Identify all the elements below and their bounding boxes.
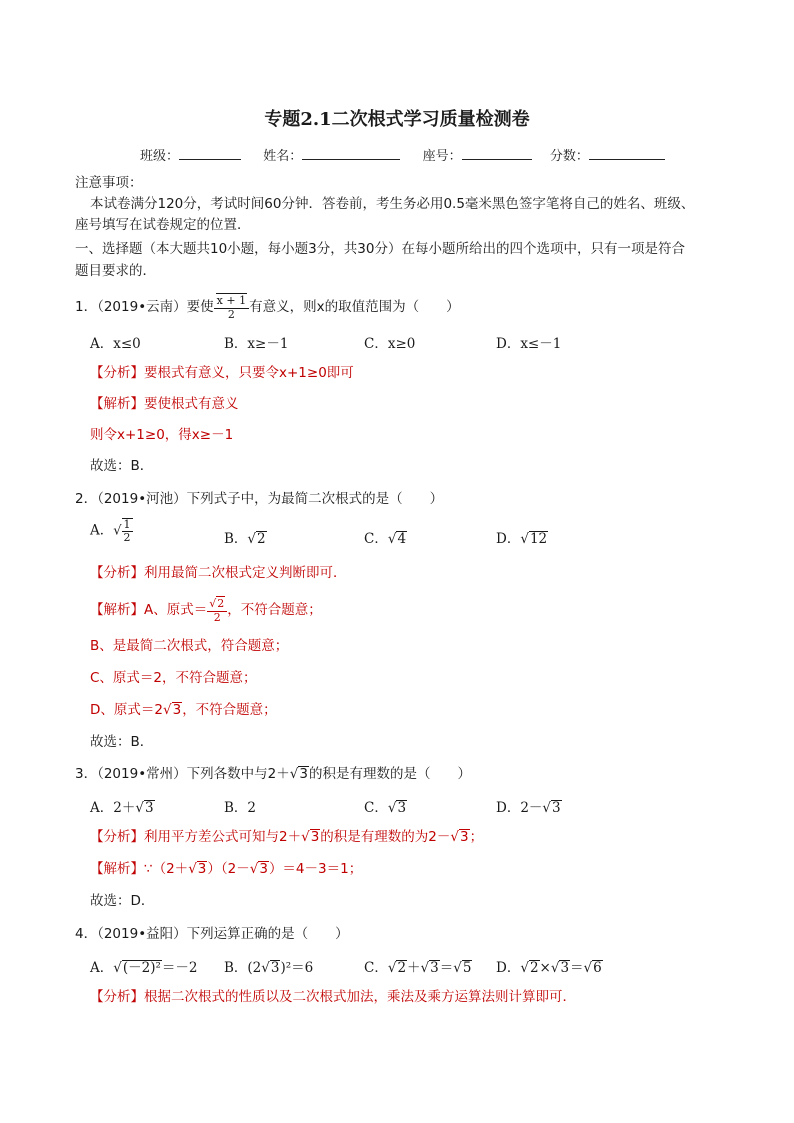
- q2-option-a-den: 2: [123, 531, 131, 544]
- q1-analysis-text: 要根式有意义，只要令x+1≥0即可: [144, 365, 354, 381]
- q4-option-a-post: ＝－2: [161, 960, 198, 976]
- section-heading-line-2: 题目要求的．: [75, 263, 156, 279]
- q4-option-d-radicand-1: 2: [529, 960, 539, 976]
- q2-option-d-radicand: 12: [529, 531, 548, 547]
- q3-analysis-radicand-2: 3: [460, 829, 469, 845]
- q3-stem-post: 的积是有理数的是（ ）: [308, 766, 471, 782]
- q4-option-b: B．(2√3)²＝6: [224, 960, 314, 976]
- q2-line-b: B、是最简二次根式，符合题意；: [90, 638, 289, 654]
- q2-analysis-text: 利用最简二次根式定义判断即可．: [144, 565, 347, 581]
- q2-line-d-radicand: 3: [172, 702, 182, 718]
- q2-line-d-pre: D、原式＝2: [90, 702, 163, 718]
- q2-stem: 2．（2019•河池）下列式子中，为最简二次根式的是（ ）: [75, 491, 444, 507]
- q4-option-d-equals: ＝: [570, 960, 584, 976]
- q1-option-b: B．x≥－1: [224, 336, 289, 352]
- q3-option-b: B．2: [224, 800, 257, 816]
- q3-analysis-post: ；: [469, 829, 484, 845]
- seat-blank[interactable]: [462, 147, 532, 160]
- q2-analysis: [90, 564, 734, 582]
- q3-analysis-radicand: 3: [310, 829, 320, 845]
- q2-option-a-num: 1: [123, 518, 131, 531]
- q2-option-a-label: A．: [90, 522, 114, 539]
- notice-line-1: 本试卷满分120分，考试时间60分钟．答卷前，考生务必用0.5毫米黑色签字笔将自己的姓名、班级、: [90, 196, 695, 212]
- q4-analysis: [90, 988, 734, 1006]
- q2-option-b-radicand: 2: [257, 531, 266, 547]
- q3-stem: 3．（2019•常州）下列各数中与2＋√3的积是有理数的是（ ）: [75, 766, 471, 782]
- notice-line-2: 座号填写在试卷规定的位置．: [75, 217, 251, 233]
- q3-analysis: 【分析】利用平方差公式可知与2＋√3的积是有理数的为2－√3；: [90, 829, 484, 845]
- q4-option-b-radicand: 3: [270, 960, 280, 976]
- q4-option-c: C．√2＋√3＝√5: [364, 960, 472, 976]
- q2-option-a: A．√ $\frac{1}{2}$: [90, 518, 131, 544]
- q2-option-d-label: D．: [496, 531, 521, 547]
- q3-stem-pre: 3．（2019•常州）下列各数中与2＋: [75, 766, 290, 782]
- q1-solution-step: 则令x+1≥0，得x≥－1: [90, 427, 234, 443]
- q3-analysis-mid: 的积是有理数的为2－: [320, 829, 451, 845]
- q2-analysis-tag: 【分析】: [90, 565, 144, 581]
- q1-denominator: 2: [227, 308, 235, 321]
- class-blank[interactable]: [179, 147, 241, 160]
- q1-stem: [75, 293, 734, 321]
- q4-option-d: D．√2×√3＝√6: [496, 960, 602, 976]
- q4-option-c-plus: ＋: [407, 960, 421, 976]
- q2-answer: 故选：B．: [90, 734, 154, 750]
- notice-heading: 注意事项：: [75, 175, 143, 191]
- q2-option-c-label: C．: [364, 531, 388, 547]
- section-heading-line-1: 一、选择题（本大题共10小题，每小题3分，共30分）在每小题所给出的四个选项中，只有一项是符合: [75, 241, 685, 257]
- q2-option-b: B．√2: [224, 531, 266, 547]
- q3-option-d-radicand: 3: [552, 800, 561, 816]
- q3-solution: 【解析】∵（2＋√3）（2－√3）＝4－3＝1；: [90, 861, 363, 877]
- q3-stem-radicand: 3: [299, 766, 308, 782]
- q4-option-d-radicand-2: 3: [560, 960, 570, 976]
- q1-analysis: [90, 364, 734, 382]
- q2-option-c: C．√4: [364, 531, 407, 547]
- q4-analysis-text: 根据二次根式的性质以及二次根式加法，乘法及乘方运算法则计算即可．: [144, 989, 576, 1005]
- q4-option-c-radicand-1: 2: [397, 960, 407, 976]
- q1-solution: [90, 395, 734, 413]
- q1-option-a: A．x≤0: [90, 336, 141, 352]
- q4-stem: 4．（2019•益阳）下列运算正确的是（ ）: [75, 926, 349, 942]
- q2-line-d: D、原式＝2√3，不符合题意；: [90, 702, 277, 718]
- q3-option-a-radicand: 3: [144, 800, 154, 816]
- q1-answer: 故选：B．: [90, 458, 154, 474]
- q4-option-a-label: A．: [90, 960, 114, 976]
- student-info-row: [140, 145, 665, 164]
- q1-option-c: C．x≥0: [364, 336, 416, 352]
- q2-solution-num: 2: [217, 597, 225, 610]
- name-label: 姓名：: [263, 149, 303, 164]
- q2-solution-tag: 【解析】: [90, 602, 144, 618]
- q3-option-a: A．2＋√3: [90, 800, 154, 816]
- q3-option-a-label: A．2＋: [90, 800, 136, 816]
- q3-solution-radicand-1: 3: [197, 861, 207, 877]
- q2-line-c: C、原式＝2，不符合题意；: [90, 670, 257, 686]
- q4-analysis-tag: 【分析】: [90, 989, 144, 1005]
- q2-option-b-label: B．: [224, 531, 248, 547]
- q4-option-c-radicand-3: 5: [462, 960, 472, 976]
- q3-answer: 故选：D．: [90, 893, 155, 909]
- q2-solution-den: 2: [213, 611, 221, 624]
- q4-option-b-post: )²＝6: [280, 960, 314, 976]
- q3-solution-part-a: ∵（2＋: [144, 861, 189, 877]
- q1-stem-post: 有意义，则x的取值范围为（ ）: [249, 299, 460, 315]
- q3-option-d-label: D．2－: [496, 800, 543, 816]
- q4-option-b-label: B．(2: [224, 960, 262, 976]
- q3-solution-part-b: ）（2－: [207, 861, 250, 877]
- q1-fraction: [214, 293, 249, 321]
- q3-analysis-tag: 【分析】: [90, 829, 144, 845]
- q1-option-d: D．x≤－1: [496, 336, 562, 352]
- q3-analysis-pre: 利用平方差公式可知与2＋: [144, 829, 302, 845]
- q3-option-c: C．√3: [364, 800, 407, 816]
- q3-solution-tag: 【解析】: [90, 861, 144, 877]
- q1-solution-tag: 【解析】: [90, 396, 144, 412]
- q3-solution-part-c: ）＝4－3＝1；: [268, 861, 363, 877]
- score-blank[interactable]: [589, 147, 665, 160]
- q1-analysis-tag: 【分析】: [90, 365, 144, 381]
- q2-option-c-radicand: 4: [397, 531, 407, 547]
- score-label: 分数：: [549, 149, 589, 164]
- q4-option-c-equals: ＝: [439, 960, 454, 976]
- q4-option-d-times: ×: [539, 960, 551, 976]
- q3-option-c-radicand: 3: [397, 800, 407, 816]
- q1-solution-text: 要使根式有意义: [144, 396, 239, 412]
- q3-solution-radicand-2: 3: [259, 861, 268, 877]
- page-title: 专题2.1二次根式学习质量检测卷: [264, 109, 530, 130]
- q2-solution-pre: A、原式＝: [144, 602, 208, 618]
- q4-option-d-radicand-3: 6: [593, 960, 602, 976]
- q2-line-d-post: ，不符合题意；: [182, 702, 277, 718]
- q4-option-d-label: D．: [496, 960, 521, 976]
- q1-stem-pre: 1．（2019•云南）要使: [75, 299, 214, 315]
- q2-option-d: D．√12: [496, 531, 548, 547]
- class-label: 班级：: [140, 149, 180, 164]
- q3-option-c-label: C．: [364, 800, 388, 816]
- name-blank[interactable]: [302, 147, 400, 160]
- q2-solution-post: ，不符合题意；: [227, 602, 322, 618]
- q4-option-a-radicand: (－2)²: [122, 960, 161, 976]
- q1-radicand: x + 1: [216, 294, 247, 307]
- q3-option-d: D．2－√3: [496, 800, 561, 816]
- q2-solution: 【解析】A、原式＝ $\frac{√2}{2}$ ，不符合题意；: [90, 597, 322, 624]
- q4-option-c-radicand-2: 3: [430, 960, 439, 976]
- q4-option-a: A．√(－2)²＝－2: [90, 960, 198, 976]
- seat-label: 座号：: [422, 149, 462, 164]
- q4-option-c-label: C．: [364, 960, 388, 976]
